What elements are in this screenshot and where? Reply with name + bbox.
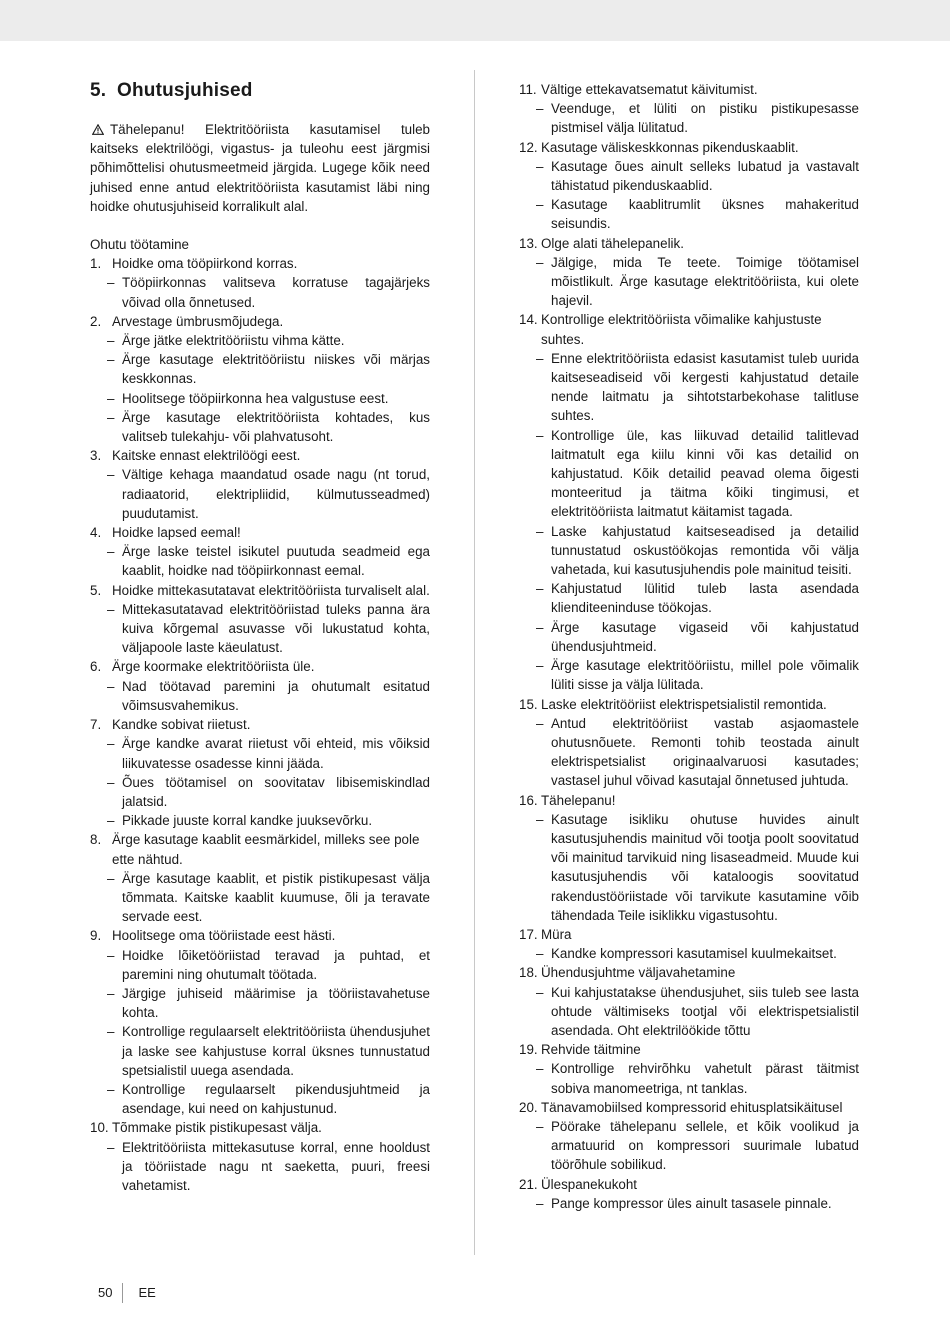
- warning-triangle-icon: [92, 124, 104, 135]
- bullet-text: Pange kompressor üles ainult tasasele pinnale.: [551, 1195, 832, 1211]
- bullet-text: Õues töötamisel on soovitatav libisemiskindlad jalatsid.: [122, 774, 430, 809]
- bullet-item: [90, 811, 430, 830]
- bullet-list: [90, 273, 430, 311]
- bullet-item: [519, 157, 859, 195]
- dash-marker: –: [536, 619, 544, 635]
- bullet-item: [519, 714, 859, 791]
- item-heading: [519, 234, 859, 253]
- dash-marker: –: [107, 774, 115, 790]
- item-number: 17.: [519, 926, 538, 942]
- bullet-item: [90, 600, 430, 658]
- bullet-list: [519, 944, 859, 963]
- item-heading: [519, 1040, 859, 1059]
- bullet-list: [519, 157, 859, 234]
- dash-marker: –: [107, 678, 115, 694]
- bullet-item: [519, 618, 859, 656]
- item-number: 9.: [90, 928, 102, 944]
- numbered-item: [90, 581, 430, 658]
- bullet-item: [90, 1138, 430, 1196]
- numbered-item: [519, 695, 859, 791]
- dash-marker: –: [536, 254, 544, 270]
- page-number: 50: [98, 1285, 113, 1300]
- dash-marker: –: [107, 390, 115, 406]
- dash-marker: –: [536, 581, 544, 597]
- bullet-text: Kahjustatud lülitid tuleb lasta asendada klienditeeninduse töökojas.: [551, 581, 859, 616]
- section-title: Ohutusjuhised: [117, 80, 253, 101]
- dash-marker: –: [107, 813, 115, 829]
- item-number: 11.: [519, 82, 537, 97]
- item-number: 2.: [90, 313, 102, 329]
- bullet-list: [90, 946, 430, 1119]
- bullet-text: Pöörake tähelepanu sellele, et kõik voolikud ja armatuurid on kompressori suurimale lubatud töörõhule sobilikud.: [551, 1118, 859, 1173]
- subsection-title: Ohutu töötamine: [90, 237, 190, 253]
- bullet-item: [519, 944, 859, 963]
- dash-marker: –: [107, 544, 115, 560]
- item-title: Ärge koormake elektritööriista üle.: [112, 659, 315, 675]
- bullet-text: Kui kahjustatakse ühendusjuhet, siis tuleb see lasta ohtude vältimiseks tootjal või elektrispetsialistil asendada. Oht elektrilöökide tõttu: [551, 984, 859, 1038]
- dash-marker: –: [536, 101, 544, 117]
- item-heading: [90, 1118, 430, 1137]
- numbered-item: [90, 446, 430, 523]
- bullet-item: [519, 195, 859, 233]
- bullet-list: [519, 1194, 859, 1213]
- dash-marker: –: [107, 601, 115, 617]
- bullet-text: Järgige juhiseid määrimise ja tööriistavahetuse kohta.: [122, 985, 430, 1021]
- top-bar: [0, 0, 950, 41]
- bullet-item: [90, 542, 430, 580]
- item-number: 18.: [519, 965, 538, 981]
- numbered-item: [90, 1118, 430, 1195]
- bullet-item: [90, 946, 430, 984]
- bullet-text: Elektritööriista mittekasutuse korral, enne hooldust ja tööriistade nagu nt saeketta, puuri, freesi vahetamist.: [122, 1139, 430, 1193]
- bullet-item: [90, 331, 430, 350]
- item-heading: [519, 791, 859, 810]
- bullet-item: [519, 1059, 859, 1097]
- numbered-item: [519, 925, 859, 963]
- bullet-item: [90, 350, 430, 388]
- numbered-item: [90, 523, 430, 581]
- item-title: Vältige ettekavatsematut käivitumist.: [541, 82, 758, 97]
- item-title: Hoidke lapsed eemal!: [112, 525, 241, 541]
- item-number: 7.: [90, 717, 102, 733]
- bullet-item: [519, 1117, 859, 1175]
- item-title: Laske elektritööriist elektrispetsialistil remontida.: [541, 696, 827, 712]
- item-title: Kasutage väliskeskkonnas pikenduskaablit.: [541, 139, 799, 155]
- bullet-list: [519, 714, 859, 791]
- item-number: 4.: [90, 525, 102, 541]
- bullet-list: [90, 869, 430, 927]
- dash-marker: –: [536, 658, 544, 674]
- bullet-item: [519, 810, 859, 925]
- numbered-item: [519, 1175, 859, 1213]
- item-number: 21.: [519, 1176, 538, 1192]
- dash-marker: –: [536, 350, 544, 366]
- bullet-text: Kasutage õues ainult selleks lubatud ja vastavalt tähistatud pikenduskaablid.: [551, 158, 859, 194]
- item-number: 15.: [519, 696, 538, 712]
- dash-marker: –: [536, 1118, 544, 1134]
- bullet-text: Laske kahjustatud kaitseseadised ja detailid tunnustatud oskustöökojas remontida või välja vahetada, kui kasutusjuhendis pole mainitud teisiti.: [551, 523, 859, 578]
- bullet-item: [519, 349, 859, 426]
- item-heading: [90, 830, 430, 868]
- bullet-item: [519, 426, 859, 522]
- bullet-item: [519, 1194, 859, 1213]
- bullet-item: [90, 465, 430, 523]
- bullet-text: Hoidke lõiketööriistad teravad ja puhtad, et paremini ning ohutumalt töötada.: [122, 947, 430, 982]
- numbered-item: [90, 657, 430, 715]
- bullet-item: [519, 522, 859, 580]
- item-title: Kandke sobivat riietust.: [112, 717, 251, 733]
- right-item-list: [519, 80, 859, 1213]
- numbered-item: [90, 715, 430, 830]
- item-heading: [90, 446, 430, 465]
- page-footer: [98, 1283, 156, 1303]
- dash-marker: –: [107, 333, 115, 349]
- item-heading: [519, 138, 859, 157]
- numbered-item: [519, 138, 859, 234]
- item-heading: [90, 926, 430, 945]
- bullet-text: Ärge kasutage vigaseid või kahjustatud ühendusjuhtmeid.: [551, 619, 859, 654]
- dash-marker: –: [536, 523, 544, 539]
- bullet-text: Ärge kasutage elektritööriistu niiskes või märjas keskkonnas.: [122, 352, 430, 387]
- bullet-list: [90, 465, 430, 523]
- item-number: 14.: [519, 312, 538, 328]
- bullet-item: [90, 984, 430, 1022]
- bullet-text: Kontrollige regulaarselt pikendusjuhtmeid ja asendage, kui need on kahjustunud.: [122, 1081, 430, 1117]
- item-heading: [90, 312, 430, 331]
- bullet-text: Ärge kasutage kaablit, et pistik pistikupesast välja tõmmata. Kaitske kaablit kuumuse, õli ja teravate servade eest.: [122, 870, 430, 925]
- bullet-text: Jälgige, mida Te teete. Toimige töötamisel mõistlikult. Ärge kasutage elektritööriista, kui olete hajevil.: [551, 254, 859, 309]
- bullet-text: Hoolitsege tööpiirkonna hea valgustuse eest.: [122, 390, 389, 406]
- bullet-text: Tööpiirkonnas valitseva korratuse tagajärjeks võivad olla õnnetused.: [122, 275, 430, 310]
- dash-marker: –: [107, 870, 115, 886]
- bullet-text: Pikkade juuste korral kandke juuksevõrku.: [122, 813, 373, 829]
- item-title: Müra: [541, 926, 572, 942]
- item-number: 12.: [519, 139, 538, 155]
- section-number: 5.: [90, 80, 107, 101]
- bullet-list: [519, 1059, 859, 1097]
- numbered-item: [90, 830, 430, 926]
- bullet-text: Nad töötavad paremini ja ohutumalt esitatud võimsusvahemikus.: [122, 678, 430, 713]
- bullet-text: Ärge kandke avarat riietust või ehteid, mis võiksid liikuvatesse osadesse kinni jääda.: [122, 736, 430, 771]
- bullet-item: [90, 389, 430, 408]
- bullet-list: [519, 349, 859, 695]
- bullet-item: [90, 1080, 430, 1118]
- dash-marker: –: [107, 275, 115, 291]
- warning-paragraph: [90, 120, 430, 216]
- bullet-text: Ärge kasutage elektritööriistu, millel pole võimalik lüliti sisse ja välja lülitada.: [551, 658, 859, 693]
- item-heading: [90, 254, 430, 273]
- bullet-item: [90, 677, 430, 715]
- item-number: 19.: [519, 1042, 538, 1058]
- dash-marker: –: [107, 352, 115, 368]
- dash-marker: –: [107, 1139, 115, 1155]
- dash-marker: –: [536, 1195, 544, 1211]
- item-title: Hoidke mittekasutatavat elektritööriista turvaliselt alal.: [112, 582, 430, 598]
- item-title: Hoolitsege oma tööriistade eest hästi.: [112, 928, 336, 944]
- item-title: Rehvide täitmine: [541, 1042, 641, 1058]
- bullet-text: Kontrollige üle, kas liikuvad detailid talitlevad laitmatult ega kiilu kinni või kas detailid on kahjustatud. Kõik detailid peavad olema õigesti monteeritud ja täitma kõiki tingimusi, et elektritööriista laitmatut käitamist tagada.: [551, 427, 859, 520]
- numbered-item: [519, 234, 859, 311]
- bullet-text: Ärge kasutage elektritööriista kohtades, kus valitseb tulekahju- või plahvatusoht.: [122, 409, 430, 445]
- numbered-item: [519, 791, 859, 925]
- column-divider: [474, 70, 475, 1255]
- warning-text: Tähelepanu! Elektritööriista kasutamisel tuleb kaitseks elektrilöögi, vigastus- ja tuleohu eest järgmisi põhimõttelisi ohutusmeetmeid järgida. Lugege kõik need juhised enne antud elektritööriista kasutamist läbi ning hoidke ohutusjuhiseid korralikult alal.: [90, 122, 430, 214]
- item-title: Ühendusjuhtme väljavahetamine: [541, 965, 736, 981]
- item-number: 20.: [519, 1099, 538, 1115]
- item-number: 5.: [90, 582, 102, 598]
- bullet-list: [90, 1138, 430, 1196]
- item-heading: [519, 1175, 859, 1194]
- bullet-item: [90, 408, 430, 446]
- item-title: Olge alati tähelepanelik.: [541, 235, 684, 251]
- dash-marker: –: [107, 947, 115, 963]
- bullet-list: [90, 677, 430, 715]
- item-title: Tõmmake pistik pistikupesast välja.: [112, 1120, 322, 1136]
- bullet-list: [90, 331, 430, 446]
- item-number: 6.: [90, 659, 102, 675]
- left-column: [90, 80, 430, 1195]
- dash-marker: –: [536, 427, 544, 443]
- item-heading: [519, 695, 859, 714]
- bullet-text: Veenduge, et lüliti on pistiku pistikupesasse pistmisel välja lülitatud.: [551, 101, 859, 136]
- bullet-text: Vältige kehaga maandatud osade nagu (nt torud, radiaatorid, elektripliidid, külmutusseadmed) puudutamist.: [122, 467, 430, 521]
- bullet-item: [90, 869, 430, 927]
- item-heading: [519, 925, 859, 944]
- bullet-text: Mittekasutatavad elektritööriistad tuleks panna ära kuiva kõrgemal asuvasse või lukustatud kohta, väljapoole laste käeulatust.: [122, 601, 430, 656]
- numbered-item: [90, 312, 430, 446]
- bullet-list: [90, 542, 430, 580]
- bullet-list: [519, 99, 859, 137]
- bullet-text: Enne elektritööriista edasist kasutamist tuleb uurida kaitseseadiseid või kergesti kahjustatud detaile nende laitmatu ja sihtotstarbekohase talitluse suhtes.: [551, 350, 859, 424]
- item-number: 10.: [90, 1120, 109, 1136]
- item-title: Hoidke oma tööpiirkond korras.: [112, 256, 298, 272]
- numbered-item: [90, 926, 430, 1118]
- item-title: Tänavamobiilsed kompressorid ehitusplatsikäitusel: [541, 1099, 843, 1115]
- item-number: 3.: [90, 448, 102, 464]
- bullet-item: [90, 273, 430, 311]
- dash-marker: –: [536, 946, 544, 962]
- numbered-item: [519, 1040, 859, 1098]
- item-title: Tähelepanu!: [541, 792, 616, 808]
- item-heading: [519, 1098, 859, 1117]
- bullet-text: Kasutage kaablitrumlit üksnes mahakeritud seisundis.: [551, 197, 859, 232]
- bullet-item: [90, 1022, 430, 1080]
- dash-marker: –: [107, 985, 115, 1001]
- item-heading: [90, 523, 430, 542]
- item-heading: [90, 657, 430, 676]
- bullet-text: Ärge jätke elektritööriistu vihma kätte.: [122, 333, 345, 349]
- bullet-item: [90, 773, 430, 811]
- section-heading: [90, 80, 430, 102]
- bullet-text: Kasutage isikliku ohutuse huvides ainult kasutusjuhendis mainitud või tootja poolt soovitatud või mainitud tarvikuid ning lisaseadmeid. Muude kui kasutusjuhendis või kataloogis soovitatud rakendustööriistade või tarvikute kasutamine võib tähendada Teile isiklikku vigastusohtu.: [551, 811, 859, 923]
- dash-marker: –: [107, 736, 115, 752]
- dash-marker: –: [536, 984, 544, 1000]
- bullet-text: Ärge laske teistel isikutel puutuda seadmeid ega kaablit, hoidke nad tööpiirkonnast eemal.: [122, 544, 430, 579]
- bullet-item: [519, 579, 859, 617]
- item-number: 1.: [90, 256, 102, 272]
- numbered-item: [519, 1098, 859, 1175]
- bullet-item: [519, 656, 859, 694]
- left-item-list: [90, 254, 430, 1195]
- dash-marker: –: [107, 1024, 115, 1040]
- numbered-item: [90, 254, 430, 312]
- dash-marker: –: [536, 197, 544, 213]
- item-title: Ülespanekukoht: [541, 1176, 638, 1192]
- bullet-text: Kontrollige regulaarselt elektritööriista ühendusjuhet ja laske see kahjustuse korral üksnes tunnustatud spetsialistil uuega asendada.: [122, 1024, 430, 1078]
- item-heading: [90, 715, 430, 734]
- numbered-item: [519, 963, 859, 1040]
- bullet-item: [519, 253, 859, 311]
- item-number: 8.: [90, 832, 102, 848]
- item-title: Ärge kasutage kaablit eesmärkidel, milleks see pole ette nähtud.: [112, 832, 420, 867]
- footer-separator: [122, 1283, 123, 1303]
- bullet-list: [519, 810, 859, 925]
- bullet-text: Kontrollige rehvirõhku vahetult pärast täitmist sobiva manomeetriga, nt tanklas.: [551, 1061, 859, 1096]
- item-heading: [519, 80, 859, 99]
- dash-marker: –: [536, 158, 544, 174]
- bullet-list: [90, 600, 430, 658]
- bullet-text: Antud elektritööriist vastab asjaomastele ohutusnõuete. Remonti tohib teostada ainult elektrispetsialist originaalvaruosi kasutades; vastasel juhul võivad kasutajal õnnetused juhtuda.: [551, 715, 859, 789]
- dash-marker: –: [536, 811, 544, 827]
- item-title: Arvestage ümbrusmõjudega.: [112, 313, 284, 329]
- dash-marker: –: [107, 409, 115, 425]
- language-code: EE: [138, 1285, 156, 1300]
- item-heading: [519, 310, 859, 348]
- bullet-list: [519, 253, 859, 311]
- item-heading: [90, 581, 430, 600]
- dash-marker: –: [536, 715, 544, 731]
- item-number: 13.: [519, 235, 538, 251]
- item-heading: [519, 963, 859, 982]
- numbered-item: [519, 80, 859, 138]
- right-column: [519, 80, 859, 1213]
- bullet-list: [90, 734, 430, 830]
- bullet-item: [519, 99, 859, 137]
- item-title: Kaitske ennast elektrilöögi eest.: [112, 448, 301, 464]
- item-number: 16.: [519, 792, 538, 808]
- bullet-text: Kandke kompressori kasutamisel kuulmekaitset.: [551, 946, 837, 962]
- item-title: Kontrollige elektritööriista võimalike kahjustuste suhtes.: [541, 312, 822, 347]
- dash-marker: –: [536, 1061, 544, 1077]
- dash-marker: –: [107, 1081, 115, 1097]
- dash-marker: –: [107, 467, 115, 483]
- bullet-item: [519, 983, 859, 1041]
- numbered-item: [519, 310, 859, 694]
- bullet-list: [519, 1117, 859, 1175]
- bullet-item: [90, 734, 430, 772]
- bullet-list: [519, 983, 859, 1041]
